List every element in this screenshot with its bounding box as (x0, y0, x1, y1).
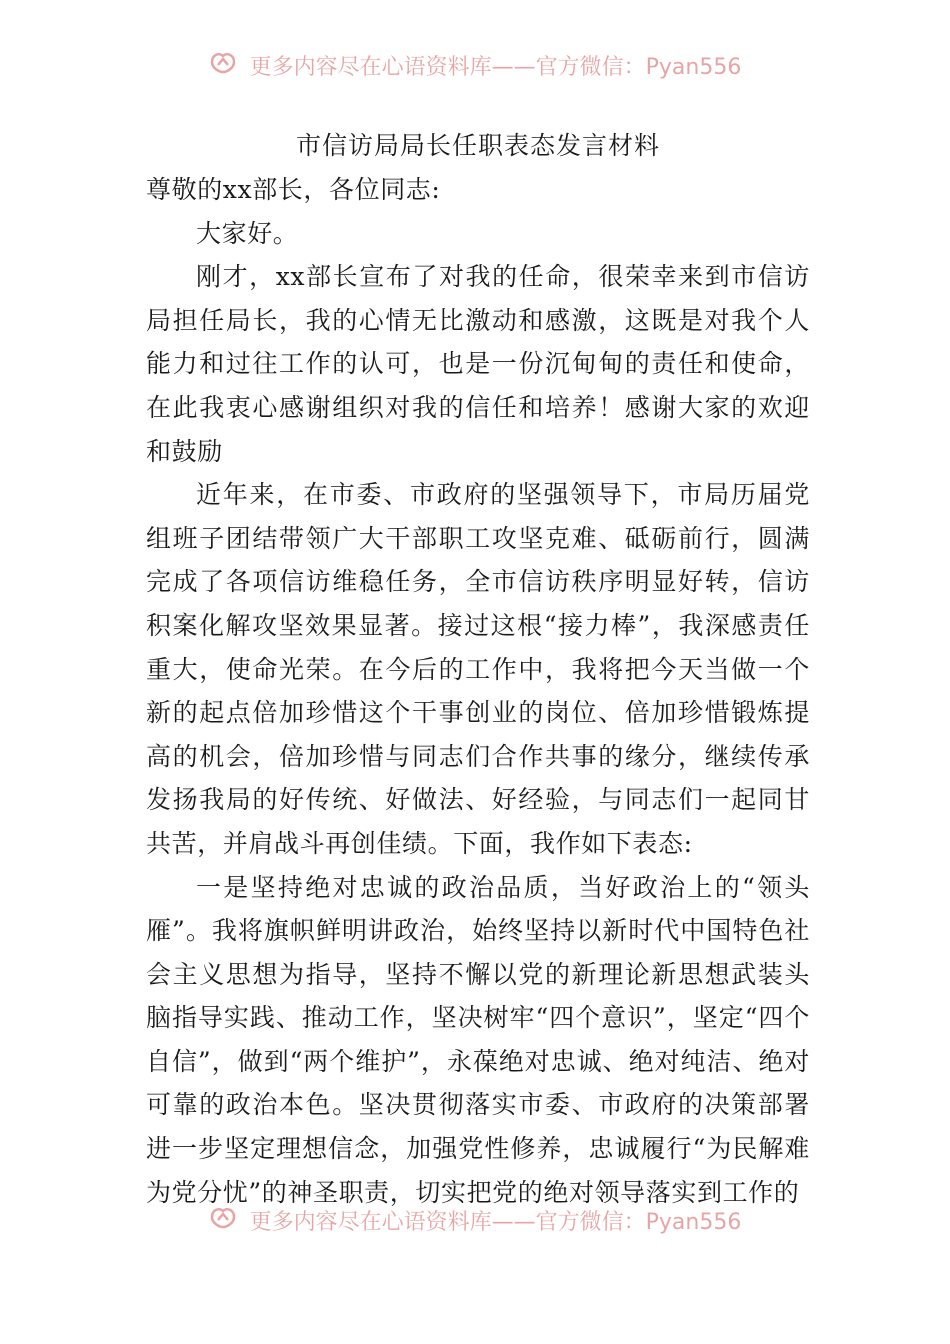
paragraph: 刚才，xx部长宣布了对我的任命，很荣幸来到市信访局担任局长，我的心情无比激动和感激，这既是对我个人能力和过往工作的认可，也是一份沉甸甸的责任和使命，在此我衷心感谢组织对我的信任和培养！感谢大家的欢迎和鼓励 (146, 262, 810, 466)
header-watermark (0, 50, 950, 86)
watermark-logo-icon (209, 50, 237, 86)
paragraph: 大家好。 (196, 218, 299, 248)
watermark-text: 更多内容尽在心语资料库——官方微信：Pyan556 (249, 1210, 742, 1235)
document-body (146, 124, 810, 1214)
paragraph: 近年来，在市委、市政府的坚强领导下，市局历届党组班子团结带领广大干部职工攻坚克难、砥砺前行，圆满完成了各项信访维稳任务，全市信访秩序明显好转，信访积案化解攻坚效果显著。接过这根“接力棒”，我深感责任重大，使命光荣。在今后的工作中，我将把今天当做一个新的起点倍加珍惜这个干事创业的岗位、倍加珍惜锻炼提高的机会，倍加珍惜与同志们合作共事的缘分，继续传承发扬我局的好传统、好做法、好经验，与同志们一起同甘共苦，并肩战斗再创佳绩。下面，我作如下表态: (146, 480, 810, 858)
paragraph: 一是坚持绝对忠诚的政治品质，当好政治上的“领头雁”。我将旗帜鲜明讲政治，始终坚持以新时代中国特色社会主义思想为指导，坚持不懈以党的新理论新思想武装头脑指导实践、推动工作，坚决树牢“四个意识”，坚定“四个自信”，做到“两个维护”，永葆绝对忠诚、绝对纯洁、绝对可靠的政治本色。坚决贯彻落实市委、市政府的决策部署进一步坚定理想信念，加强党性修养，忠诚履行“为民解难为党分忧”的神圣职责，切实把党的绝对领导落实到工作的 (146, 872, 810, 1207)
watermark-text: 更多内容尽在心语资料库——官方微信：Pyan556 (249, 55, 742, 80)
footer-watermark (0, 1205, 950, 1241)
document-title: 市信访局局长任职表态发言材料 (295, 131, 660, 160)
watermark-logo-icon (209, 1205, 237, 1241)
salutation: 尊敬的xx部长，各位同志: (146, 175, 441, 204)
